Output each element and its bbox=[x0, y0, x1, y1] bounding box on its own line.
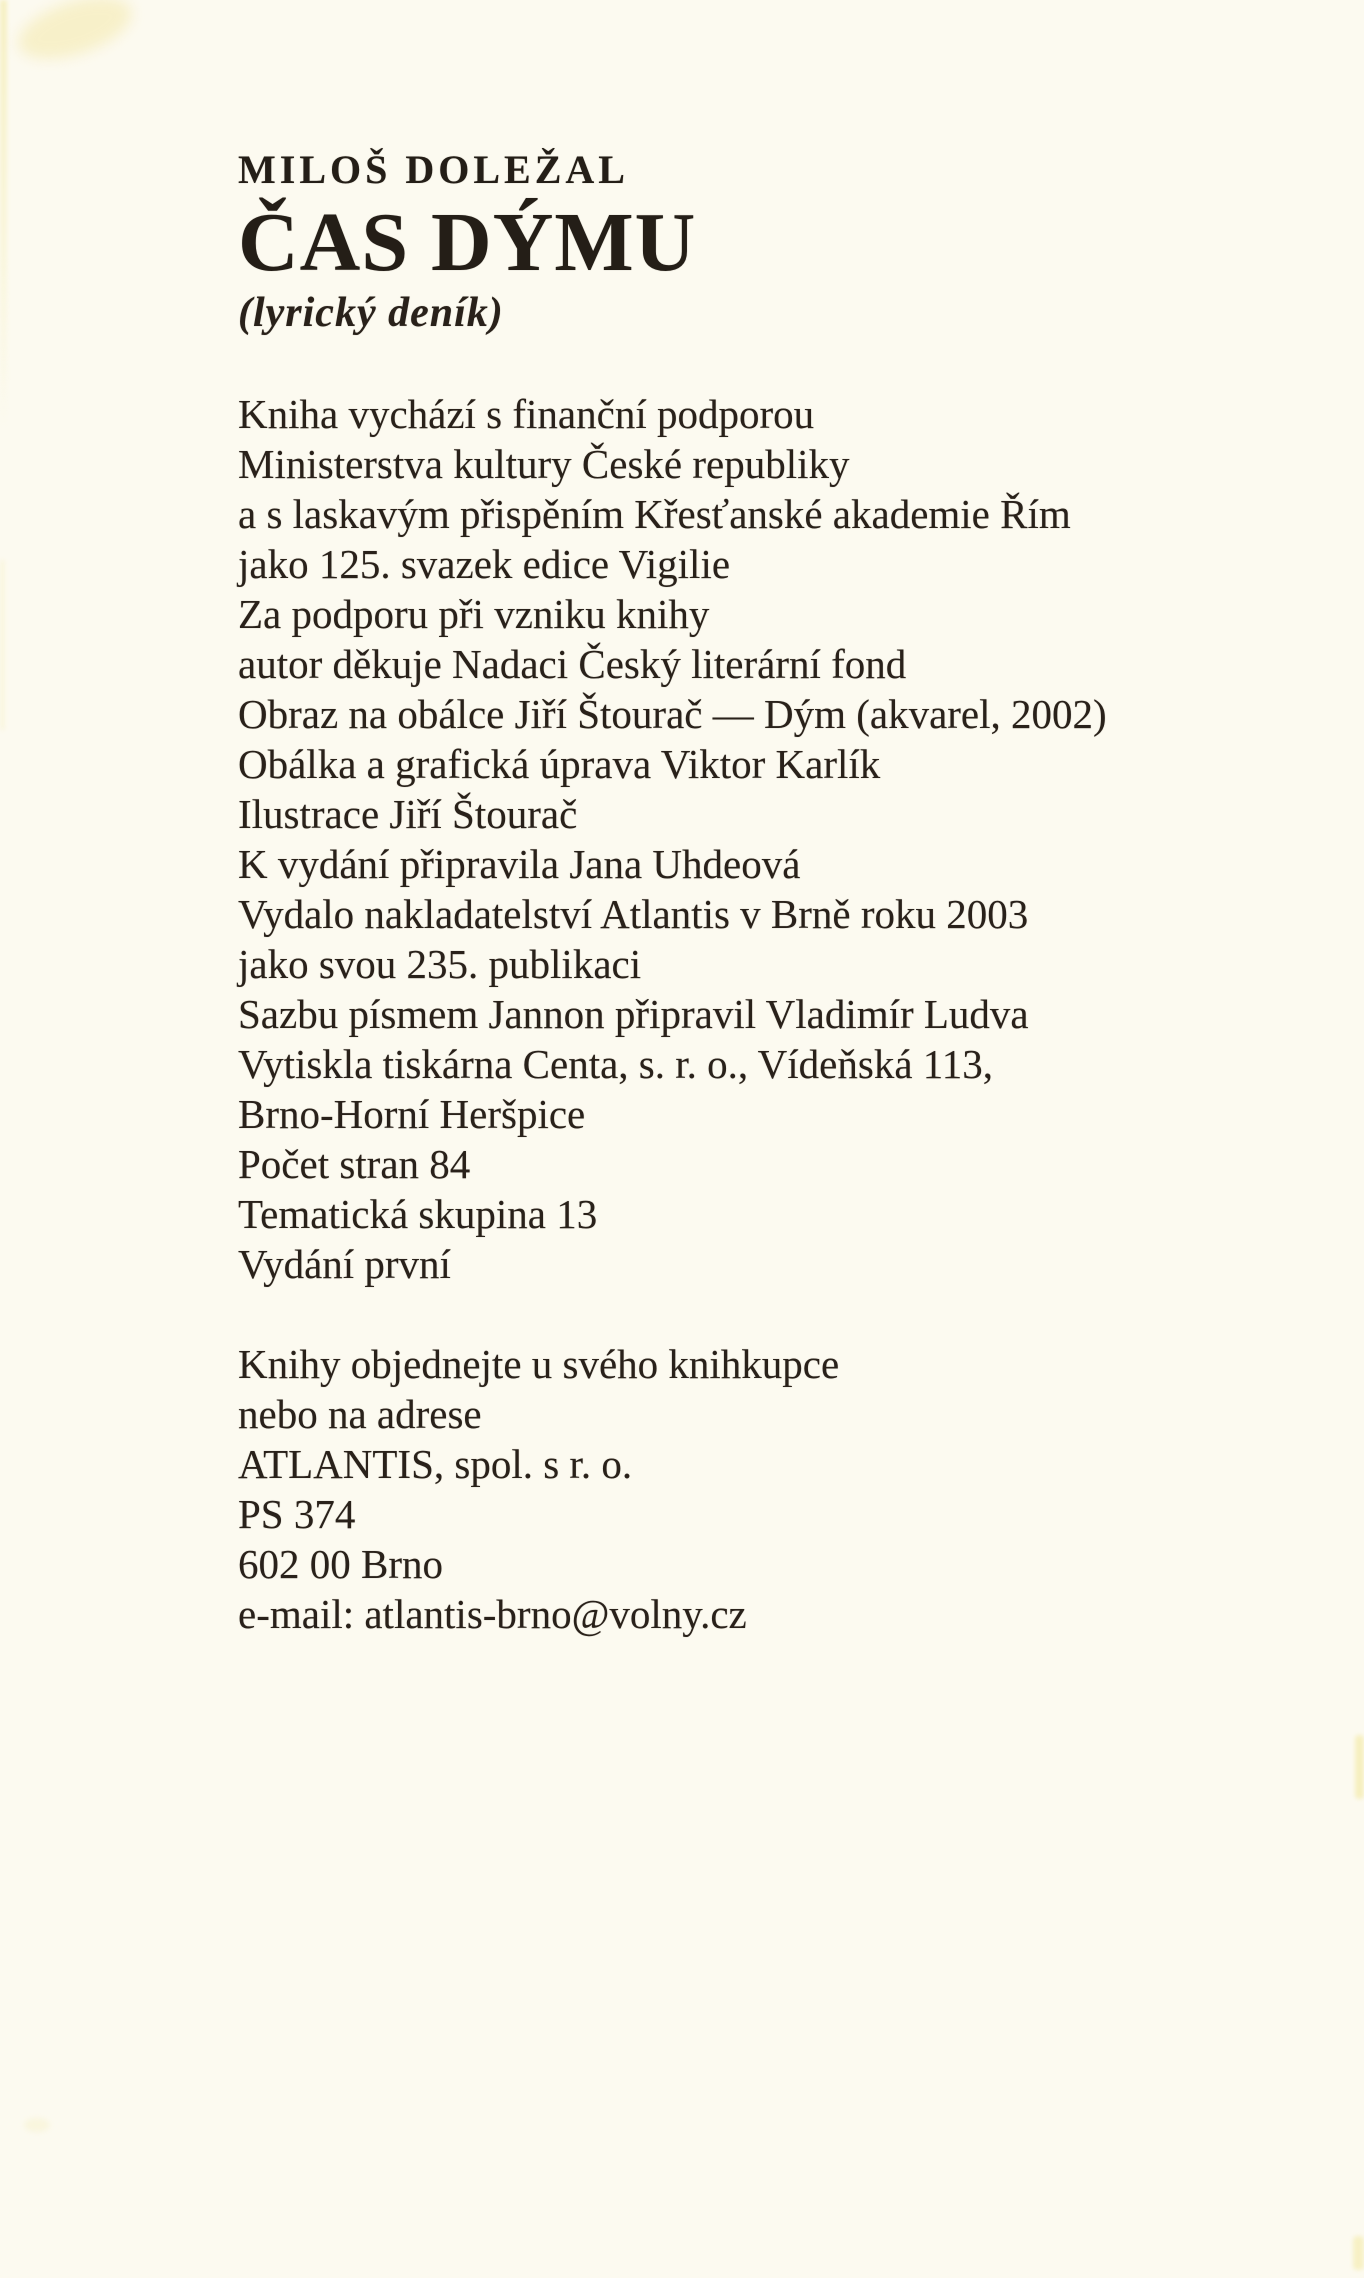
scan-edge-stain bbox=[0, 560, 5, 730]
colophon-line: Brno-Horní Heršpice bbox=[238, 1091, 586, 1138]
colophon-line: Vytiskla tiskárna Centa, s. r. o., Vídeňská 113, bbox=[238, 1041, 993, 1088]
book-subtitle: (lyrický deník) bbox=[238, 290, 504, 337]
colophon-line: Ministerstva kultury České republiky bbox=[238, 441, 850, 488]
email-address: e-mail: atlantis-brno@volny.cz bbox=[238, 1591, 747, 1638]
ordering-line: Knihy objednejte u svého knihkupce bbox=[238, 1341, 840, 1388]
colophon-line: Vydalo nakladatelství Atlantis v Brně roku 2003 bbox=[238, 891, 1029, 938]
colophon-line: K vydání připravila Jana Uhdeová bbox=[238, 841, 801, 888]
colophon-line: Za podporu při vzniku knihy bbox=[238, 591, 710, 638]
colophon-line: Obraz na obálce Jiří Štourač — Dým (akvarel, 2002) bbox=[238, 691, 1107, 738]
colophon-line: Počet stran 84 bbox=[238, 1141, 471, 1188]
scan-edge-stain bbox=[1355, 1735, 1364, 1799]
po-box: PS 374 bbox=[238, 1491, 356, 1538]
postal-city: 602 00 Brno bbox=[238, 1541, 443, 1588]
colophon-line: Obálka a grafická úprava Viktor Karlík bbox=[238, 741, 881, 788]
colophon-line: a s laskavým přispěním Křesťanské akademie Řím bbox=[238, 491, 1071, 538]
colophon-block bbox=[238, 389, 1218, 1289]
colophon-line: Vydání první bbox=[238, 1241, 451, 1288]
book-author: MILOŠ DOLEŽAL bbox=[238, 147, 629, 192]
ordering-info-block bbox=[238, 1339, 1218, 1639]
colophon-line: jako 125. svazek edice Vigilie bbox=[238, 541, 731, 588]
colophon-line: Sazbu písmem Jannon připravil Vladimír Ludva bbox=[238, 991, 1029, 1038]
colophon-line: Tematická skupina 13 bbox=[238, 1191, 598, 1238]
publisher-name: ATLANTIS, spol. s r. o. bbox=[238, 1441, 633, 1488]
ordering-line: nebo na adrese bbox=[238, 1391, 482, 1438]
colophon-line: autor děkuje Nadaci Český literární fond bbox=[238, 641, 907, 688]
page-content bbox=[238, 146, 1218, 1639]
colophon-line: Kniha vychází s finanční podporou bbox=[238, 391, 815, 438]
scan-edge-stain bbox=[0, 0, 7, 430]
book-title: ČAS DÝMU bbox=[238, 196, 697, 289]
scan-edge-stain bbox=[1353, 2236, 1364, 2270]
colophon-line: Ilustrace Jiří Štourač bbox=[238, 791, 578, 838]
colophon-line: jako svou 235. publikaci bbox=[238, 941, 642, 988]
scan-smudge bbox=[11, 0, 139, 71]
scan-spot bbox=[24, 2118, 50, 2132]
